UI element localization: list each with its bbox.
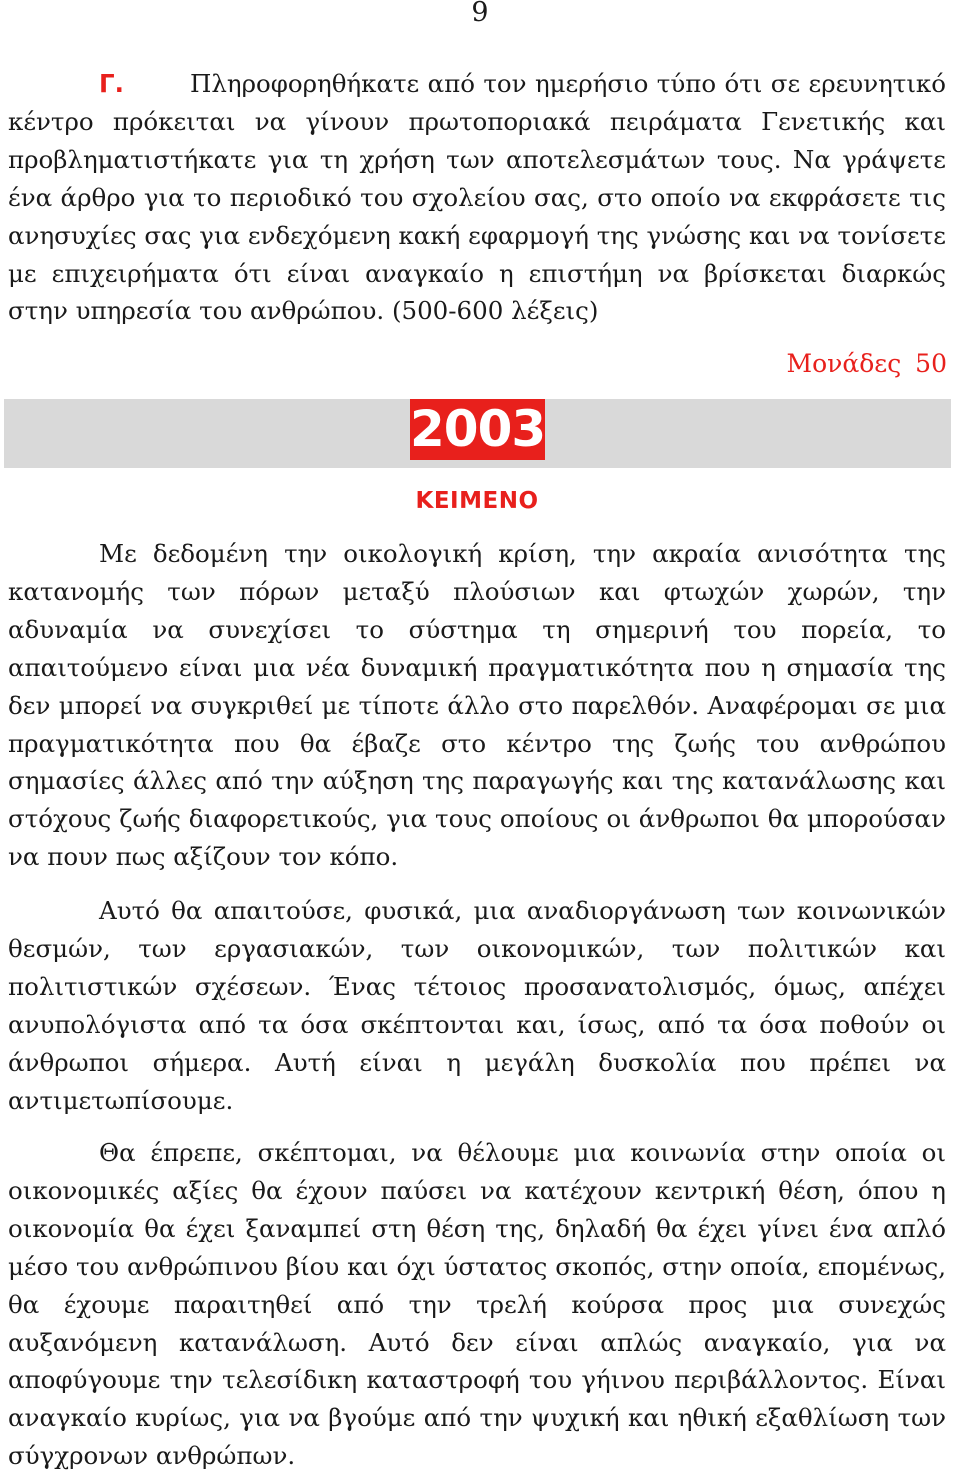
question-text: Πληροφορηθήκατε από τον ημερήσιο τύπο ότι σε ερευνητικό κέντρο πρόκειται να γίνουν πρωτοποριακά πειράματα Γενετικής και προβληματιστήκατε για τη χρήση των αποτελεσμάτων τους. Να γράψετε ένα άρθρο για το περιοδικό του σχολείου σας, στο οποίο να εκφράσετε τις ανησυχίες σας για ενδεχόμενη κακή εφαρμογή της γνώσης και να τονίσετε με επιχειρήματα ότι είναι αναγκαίο η επιστήμη να βρίσκεται διαρκώς στην υπηρεσία του ανθρώπου. (500-600 λέξεις): [8, 69, 946, 326]
passage-paragraph-3: Θα έπρεπε, σκέπτομαι, να θέλουμε μια κοινωνία στην οποία οι οικονομικές αξίες θα έχουν παύσει να κατέχουν κεντρική θέση, όπου η οικονομία θα έχει ξαναμπεί στη θέση της, δηλαδή θα έχει γίνει ένα απλό μέσο του ανθρώπινου βίου και όχι ύστατος σκοπός, στην οποία, επομένως, θα έχουμε παραιτηθεί από την τρελή κούρσα προς μια συνεχώς αυξανόμενη κατανάλωση. Αυτό δεν είναι απλώς αναγκαίο, για να αποφύγουμε την τελεσίδικη καταστροφή του γήινου περιβάλλοντος. Είναι αναγκαίο κυρίως, για να βγούμε από την ψυχική και ηθική εξαθλίωση των σύγχρονων ανθρώπων.: [8, 1138, 946, 1471]
section-title: ΚΕΙΜΕΝΟ: [415, 488, 539, 514]
units-score: Μονάδες 50: [786, 349, 947, 378]
question-g: [8, 65, 946, 330]
passage-paragraph-1: Με δεδομένη την οικολογική κρίση, την ακραία ανισότητα της κατανομής των πόρων μεταξύ πλούσιων και φτωχών χωρών, την αδυναμία να συνεχίσει το σύστημα τη σημερινή του πορεία, το απαιτούμενο είναι μια νέα δυναμική πραγματικότητα που η σημασία της δεν μπορεί να συγκριθεί με τίποτε άλλο στο παρελθόν. Αναφέρομαι σε μια πραγματικότητα που θα έβαζε στο κέντρο της ζωής του ανθρώπου σημασίες άλλες από την αύξηση της παραγωγής και της κατανάλωσης και στόχους ζωής διαφορετικούς, για τους οποίους οι άνθρωποι θα μπορούσαν να πουν πως αξίζουν τον κόπο.: [8, 539, 946, 872]
question-label: Γ.: [99, 69, 124, 98]
passage-paragraph-2: Αυτό θα απαιτούσε, φυσικά, μια αναδιοργάνωση των κοινωνικών θεσμών, των εργασιακών, των οικονομικών, των πολιτικών και πολιτιστικών σχέσεων. Ένας τέτοιος προσανατολισμός, όμως, απέχει ανυπολόγιστα από τα όσα σκέπτονται και, ίσως, από τα όσα ποθούν οι άνθρωποι σήμερα. Αυτή είναι η μεγάλη δυσκολία που πρέπει να αντιμετωπίσουμε.: [8, 896, 946, 1115]
year-label: 2003: [410, 400, 546, 458]
page-number: 9: [471, 0, 489, 28]
